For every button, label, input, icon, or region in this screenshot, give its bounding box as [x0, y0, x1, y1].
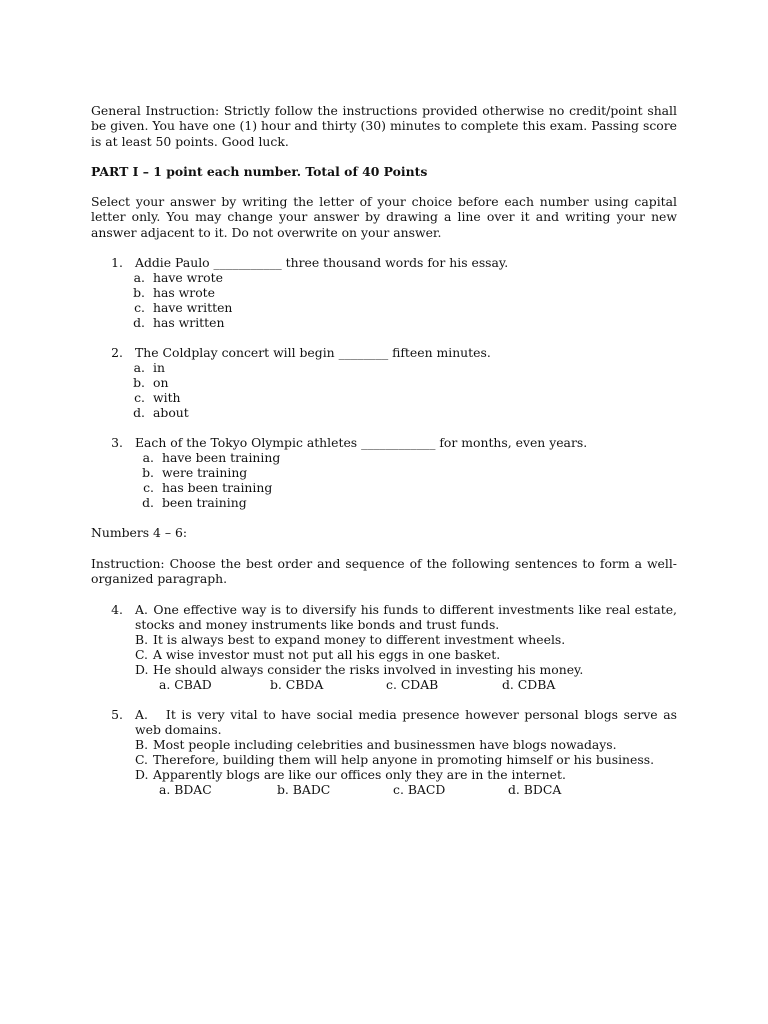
- option: b. on: [133, 375, 169, 390]
- sequence-instruction: Instruction: Choose the best order and sequence of the following sentences to form a well-organized paragraph.: [91, 556, 677, 587]
- sentence: A. One effective way is to diversify his funds to different investments like real estate, stocks and money instruments like bonds and trust funds.: [135, 602, 677, 633]
- option: a. have wrote: [133, 270, 223, 285]
- answer-choice: c. CDAB: [386, 677, 439, 692]
- option: a. have been training: [142, 450, 281, 465]
- question-number: 2.: [111, 345, 123, 360]
- sentence: B. Most people including celebrities and businessmen have blogs nowadays.: [135, 737, 617, 752]
- option: c. with: [134, 390, 181, 405]
- option: b. has wrote: [133, 285, 215, 300]
- sentence: A. It is very vital to have social media presence however personal blogs serve as web domains.: [135, 707, 677, 738]
- option: a. in: [133, 360, 165, 375]
- option: c. has been training: [143, 480, 273, 495]
- question-text: Each of the Tokyo Olympic athletes ____________ for months, even years.: [135, 435, 588, 450]
- option: d. been training: [142, 495, 247, 510]
- answer-choice: a. BDAC: [159, 782, 212, 797]
- sentence: D. He should always consider the risks involved in investing his money.: [135, 662, 584, 677]
- question-number: 4.: [111, 602, 123, 617]
- question-number: 5.: [111, 707, 123, 722]
- sentence: D. Apparently blogs are like our offices only they are in the internet.: [135, 767, 566, 782]
- question-text: The Coldplay concert will begin ________ fifteen minutes.: [135, 345, 491, 360]
- answer-choice: d. BDCA: [508, 782, 562, 797]
- option: d. has written: [133, 315, 225, 330]
- question-number: 1.: [111, 255, 123, 270]
- answer-choice: c. BACD: [393, 782, 446, 797]
- numbers-4-6-label: Numbers 4 – 6:: [91, 525, 188, 540]
- answer-choice: a. CBAD: [159, 677, 212, 692]
- question-text: Addie Paulo ___________ three thousand words for his essay.: [135, 255, 509, 270]
- answer-choice: b. BADC: [277, 782, 331, 797]
- sentence: C. Therefore, building them will help anyone in promoting himself or his business.: [135, 752, 655, 767]
- option: d. about: [133, 405, 189, 420]
- answer-choice: d. CDBA: [502, 677, 556, 692]
- sentence: B. It is always best to expand money to different investment wheels.: [135, 632, 566, 647]
- question-number: 3.: [111, 435, 123, 450]
- general-instruction: General Instruction: Strictly follow the instructions provided otherwise no credit/point shall be given. You have one (1) hour and thirty (30) minutes to complete this exam. Passing score is at least 50 points. Good luck.: [91, 103, 677, 149]
- option: c. have written: [134, 300, 233, 315]
- sentence: C. A wise investor must not put all his eggs in one basket.: [135, 647, 501, 662]
- answer-choice: b. CBDA: [270, 677, 324, 692]
- part1-heading: PART I – 1 point each number. Total of 40 Points: [91, 164, 428, 179]
- part1-instruction: Select your answer by writing the letter of your choice before each number using capital letter only. You may change your answer by drawing a line over it and writing your new answer adjacent to it. Do not overwrite on your answer.: [91, 194, 677, 240]
- option: b. were training: [142, 465, 248, 480]
